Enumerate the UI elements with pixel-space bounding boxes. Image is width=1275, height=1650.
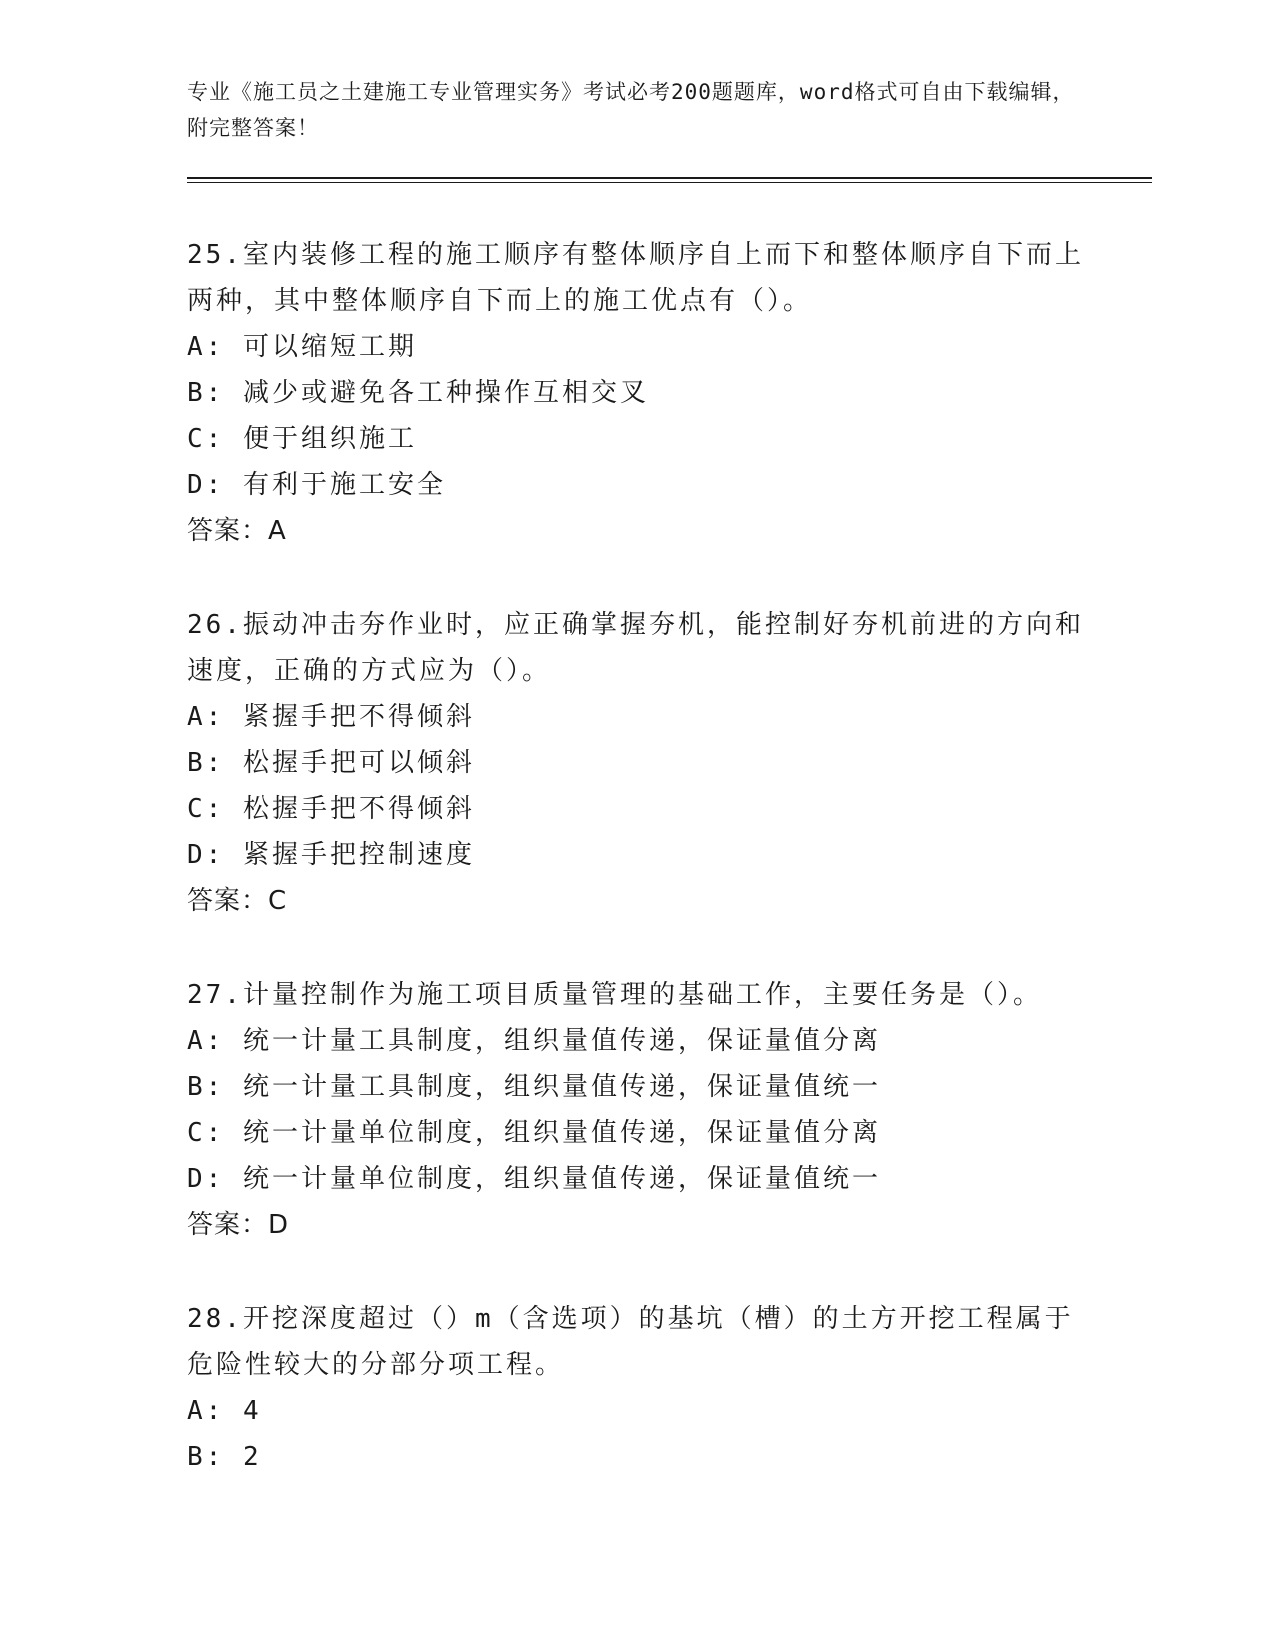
answer-line	[187, 1202, 1087, 1248]
option-d	[187, 462, 1087, 508]
question-text	[187, 1296, 1087, 1388]
option-text: 有利于施工安全	[242, 470, 446, 500]
option-c	[187, 786, 1087, 832]
answer-value: C	[268, 886, 288, 916]
option-letter: A:	[187, 1026, 225, 1056]
option-text: 4	[242, 1396, 262, 1426]
answer-line	[187, 878, 1087, 924]
question-body: 开挖深度超过（）m（含选项）的基坑（槽）的土方开挖工程属于危险性较大的分部分项工程。	[187, 1304, 1074, 1380]
option-text: 松握手把可以倾斜	[242, 748, 475, 778]
document-header: 专业《施工员之土建施工专业管理实务》考试必考200题题库，word格式可自由下载编辑，附完整答案！	[187, 80, 1075, 140]
option-letter: A:	[187, 1396, 225, 1426]
option-text: 紧握手把控制速度	[242, 840, 475, 870]
option-letter: D:	[187, 1164, 225, 1194]
question-25	[187, 232, 1087, 554]
option-a	[187, 694, 1087, 740]
option-b	[187, 370, 1087, 416]
answer-value: D	[268, 1210, 290, 1240]
option-letter: D:	[187, 840, 225, 870]
header-divider-thin	[187, 182, 1152, 183]
option-letter: C:	[187, 1118, 225, 1148]
answer-value: A	[268, 516, 287, 546]
answer-label: 答案：	[187, 1210, 269, 1240]
option-text: 松握手把不得倾斜	[242, 794, 475, 824]
question-text	[187, 232, 1087, 324]
option-a	[187, 324, 1087, 370]
option-letter: A:	[187, 702, 225, 732]
answer-label: 答案：	[187, 886, 269, 916]
question-number: 28.	[187, 1304, 243, 1334]
question-text	[187, 602, 1087, 694]
option-text: 2	[242, 1442, 262, 1472]
option-c	[187, 1110, 1087, 1156]
answer-label: 答案：	[187, 516, 269, 546]
option-text: 紧握手把不得倾斜	[242, 702, 475, 732]
option-letter: B:	[187, 1072, 225, 1102]
question-body: 振动冲击夯作业时，应正确掌握夯机，能控制好夯机前进的方向和速度，正确的方式应为（）。	[187, 610, 1084, 686]
header-divider-thick	[187, 177, 1152, 179]
option-b	[187, 740, 1087, 786]
option-letter: B:	[187, 1442, 225, 1472]
option-d	[187, 832, 1087, 878]
question-list	[187, 232, 1087, 1528]
option-letter: B:	[187, 748, 225, 778]
question-body: 室内装修工程的施工顺序有整体顺序自上而下和整体顺序自下而上两种，其中整体顺序自下而上的施工优点有（）。	[187, 240, 1084, 316]
option-text: 便于组织施工	[242, 424, 417, 454]
option-text: 减少或避免各工种操作互相交叉	[242, 378, 649, 408]
question-number: 26.	[187, 610, 243, 640]
option-d	[187, 1156, 1087, 1202]
question-text	[187, 972, 1087, 1018]
answer-line	[187, 508, 1087, 554]
option-letter: B:	[187, 378, 225, 408]
option-text: 统一计量单位制度，组织量值传递，保证量值分离	[242, 1118, 881, 1148]
option-c	[187, 416, 1087, 462]
option-text: 统一计量工具制度，组织量值传递，保证量值分离	[242, 1026, 881, 1056]
option-a	[187, 1388, 1087, 1434]
question-number: 25.	[187, 240, 243, 270]
option-letter: C:	[187, 424, 225, 454]
option-text: 统一计量单位制度，组织量值传递，保证量值统一	[242, 1164, 881, 1194]
option-text: 统一计量工具制度，组织量值传递，保证量值统一	[242, 1072, 881, 1102]
question-27	[187, 972, 1087, 1248]
option-a	[187, 1018, 1087, 1064]
option-text: 可以缩短工期	[242, 332, 417, 362]
option-letter: D:	[187, 470, 225, 500]
option-letter: A:	[187, 332, 225, 362]
option-b	[187, 1064, 1087, 1110]
question-28	[187, 1296, 1087, 1480]
option-letter: C:	[187, 794, 225, 824]
question-body: 计量控制作为施工项目质量管理的基础工作，主要任务是（）。	[242, 980, 1042, 1010]
option-b	[187, 1434, 1087, 1480]
question-number: 27.	[187, 980, 243, 1010]
question-26	[187, 602, 1087, 924]
